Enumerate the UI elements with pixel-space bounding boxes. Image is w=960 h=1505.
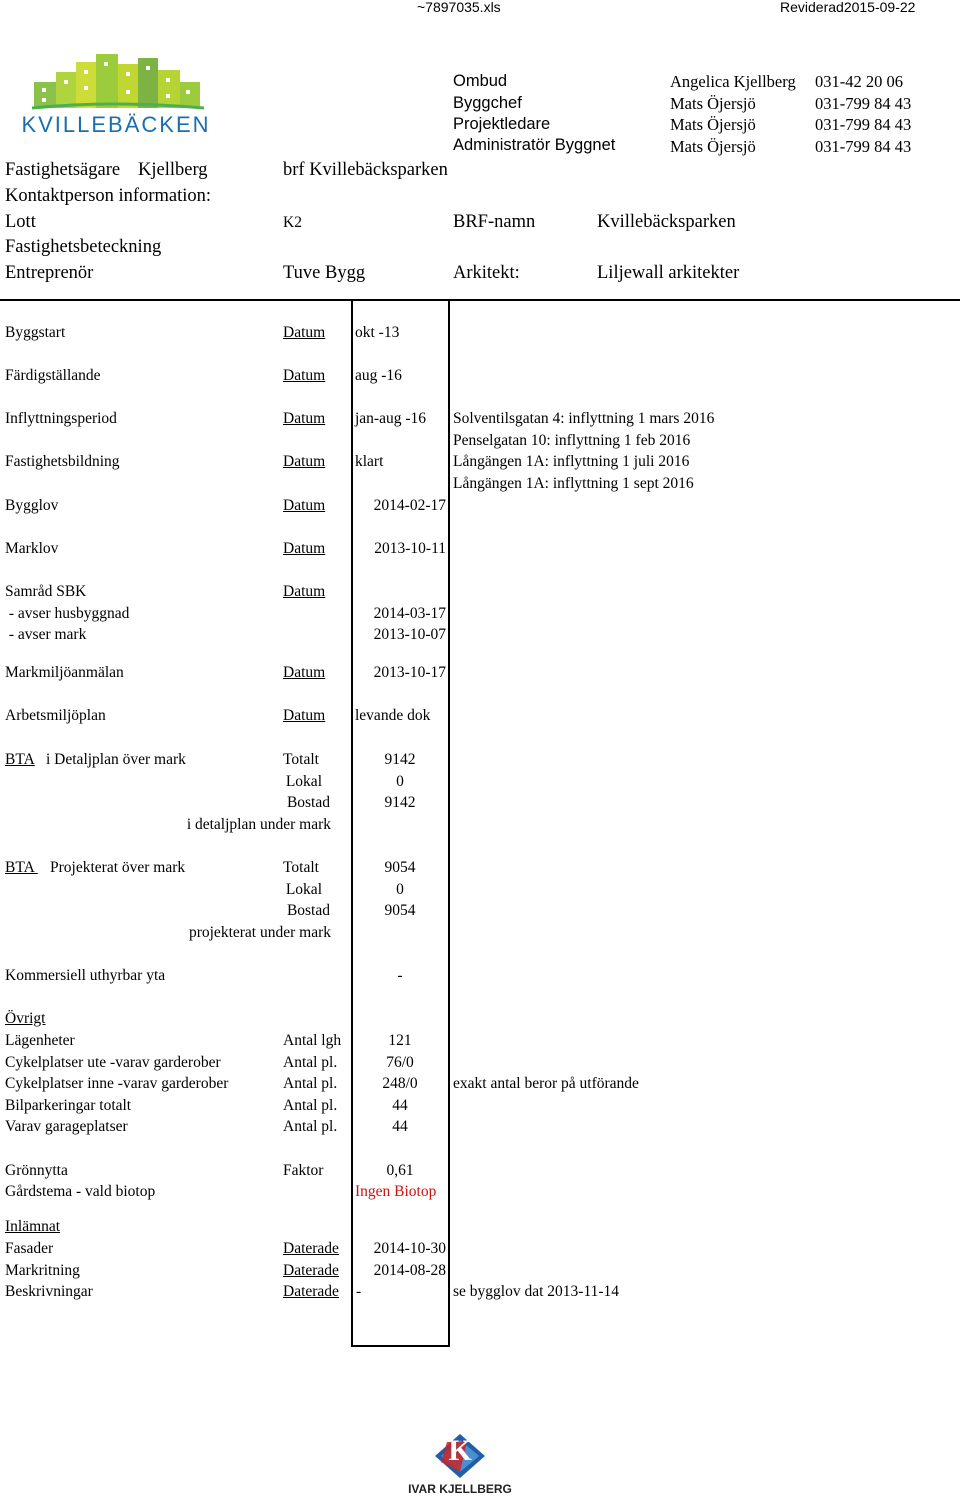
inlamnat-beskrivningar-value: -	[356, 1283, 362, 1300]
contact-name-administrator: Mats Öjersjö	[670, 137, 756, 156]
fastighetsbildning-label: Fastighetsbildning	[5, 453, 120, 470]
lott-value: K2	[283, 214, 302, 231]
value-column-bottom-border	[351, 1345, 450, 1347]
byggstart-value: okt -13	[355, 324, 400, 341]
bta-detalj-totalt-label: Totalt	[283, 751, 319, 768]
lott-label: Lott	[5, 212, 36, 232]
ivar-kjellberg-logo-letter: K	[448, 1434, 472, 1467]
ovrigt-garage-label: Varav garageplatser	[5, 1118, 128, 1135]
inlamnat-beskrivningar-note: se bygglov dat 2013-11-14	[453, 1283, 620, 1300]
inlamnat-fasader-value: 2014-10-30	[373, 1240, 446, 1257]
inflyttning-value: jan-aug -16	[355, 410, 427, 427]
inflyttning-label: Inflyttningsperiod	[5, 410, 117, 427]
inlamnat-markritning-value: 2014-08-28	[373, 1262, 446, 1279]
markmiljo-label: Markmiljöanmälan	[5, 664, 124, 681]
inflyttning-note-3: Långängen 1A: inflyttning 1 juli 2016	[453, 453, 690, 470]
gronnytta-value: 0,61	[386, 1162, 414, 1179]
brf-label: BRF-namn	[453, 212, 536, 232]
samrad-mark-value: 2013-10-07	[373, 626, 446, 643]
inflyttning-note-1: Solventilsgatan 4: inflyttning 1 mars 2016	[453, 410, 715, 427]
contact-role-administrator: Administratör Byggnet	[453, 136, 616, 154]
inlamnat-beskrivningar-unit: Daterade	[283, 1283, 339, 1300]
ivar-kjellberg-logo-text: IVAR KJELLBERG	[408, 1482, 512, 1496]
contact-phone-projektledare: 031-799 84 43	[815, 115, 912, 134]
samrad-unit: Datum	[283, 583, 326, 600]
value-column-right-border	[448, 301, 450, 1347]
bta-detalj-lokal-value: 0	[396, 773, 404, 790]
arbetsmiljo-value: levande dok	[355, 707, 431, 724]
kvillebacken-logo-text: KVILLEBÄCKEN	[21, 112, 211, 137]
inlamnat-markritning-label: Markritning	[5, 1262, 80, 1279]
owner-label: Fastighetsägare	[5, 160, 121, 180]
biotop-value: Ingen Biotop	[355, 1183, 437, 1200]
ovrigt-bilparkering-label: Bilparkeringar totalt	[5, 1097, 132, 1114]
marklov-unit: Datum	[283, 540, 326, 557]
entrepreneur-label: Entreprenör	[5, 263, 94, 283]
ovrigt-cykel-ute-unit: Antal pl.	[283, 1054, 338, 1071]
bygglov-label: Bygglov	[5, 497, 59, 514]
contact-info-label: Kontaktperson information:	[5, 186, 212, 206]
gronnytta-label: Grönnytta	[5, 1162, 68, 1179]
kommersiell-label: Kommersiell uthyrbar yta	[5, 967, 166, 984]
bta-detalj-bostad-label: Bostad	[286, 794, 330, 811]
ovrigt-cykel-inne-value: 248/0	[382, 1075, 418, 1092]
ovrigt-garage-unit: Antal pl.	[283, 1118, 338, 1135]
inflyttning-note-2: Penselgatan 10: inflyttning 1 feb 2016	[453, 432, 691, 449]
inlamnat-beskrivningar-label: Beskrivningar	[5, 1283, 93, 1300]
bygglov-unit: Datum	[283, 497, 326, 514]
ovrigt-bilparkering-value: 44	[392, 1097, 408, 1114]
fastighetsbildning-value: klart	[355, 453, 384, 470]
bygglov-value: 2014-02-17	[373, 497, 446, 514]
kommersiell-value: -	[397, 967, 403, 984]
value-column-left-border	[351, 301, 353, 1347]
arbetsmiljo-label: Arbetsmiljöplan	[5, 707, 106, 724]
ovrigt-lagenheter-value: 121	[388, 1032, 412, 1049]
contact-phone-byggchef: 031-799 84 43	[815, 94, 912, 113]
contact-phone-ombud: 031-42 20 06	[815, 72, 903, 91]
fardigstallande-value: aug -16	[355, 367, 402, 384]
inlamnat-fasader-unit: Daterade	[283, 1240, 339, 1257]
arbetsmiljo-unit: Datum	[283, 707, 326, 724]
byggstart-unit: Datum	[283, 324, 326, 341]
owner-brf: brf Kvillebäcksparken	[283, 160, 448, 180]
bta-proj-totalt-value: 9054	[384, 859, 416, 876]
brf-value: Kvillebäcksparken	[597, 212, 736, 232]
samrad-hus-label: - avser husbyggnad	[5, 605, 130, 622]
bta-proj-abbr: BTA	[5, 859, 38, 876]
marklov-value: 2013-10-11	[374, 540, 446, 557]
contact-name-projektledare: Mats Öjersjö	[670, 115, 756, 134]
ovrigt-cykel-inne-note: exakt antal beror på utförande	[453, 1075, 639, 1092]
inlamnat-fasader-label: Fasader	[5, 1240, 54, 1257]
bta-proj-lokal-value: 0	[396, 881, 404, 898]
bta-detalj-label: i Detaljplan över mark	[46, 751, 186, 768]
contact-role-projektledare: Projektledare	[453, 115, 551, 133]
ovrigt-cykel-inne-unit: Antal pl.	[283, 1075, 338, 1092]
ovrigt-lagenheter-label: Lägenheter	[5, 1032, 75, 1049]
bta-detalj-under: i detaljplan under mark	[186, 816, 331, 833]
revision-date: Reviderad2015-09-22	[780, 0, 916, 15]
samrad-hus-value: 2014-03-17	[373, 605, 446, 622]
fastighetsbeteckning-label: Fastighetsbeteckning	[5, 237, 162, 257]
bta-proj-bostad-value: 9054	[384, 902, 416, 919]
bta-detalj-abbr: BTA	[5, 751, 35, 768]
bta-proj-totalt-label: Totalt	[283, 859, 319, 876]
contact-name-ombud: Angelica Kjellberg	[670, 72, 796, 91]
byggstart-label: Byggstart	[5, 324, 66, 341]
inlamnat-title: Inlämnat	[5, 1218, 61, 1235]
file-name: ~7897035.xls	[417, 0, 501, 15]
ovrigt-cykel-inne-label: Cykelplatser inne -varav garderober	[5, 1075, 229, 1092]
header-divider	[0, 299, 960, 301]
contact-role-byggchef: Byggchef	[453, 94, 522, 112]
contact-phone-administrator: 031-799 84 43	[815, 137, 912, 156]
bta-proj-lokal-label: Lokal	[285, 881, 322, 898]
contact-name-byggchef: Mats Öjersjö	[670, 94, 756, 113]
bta-proj-bostad-label: Bostad	[286, 902, 330, 919]
samrad-mark-label: - avser mark	[5, 626, 87, 643]
contact-role-ombud: Ombud	[453, 72, 508, 90]
bta-detalj-lokal-label: Lokal	[285, 773, 322, 790]
markmiljo-unit: Datum	[283, 664, 326, 681]
owner-value: Kjellberg	[138, 160, 208, 180]
ovrigt-title: Övrigt	[5, 1010, 46, 1027]
kvillebacken-logo	[14, 50, 218, 140]
entrepreneur-value: Tuve Bygg	[283, 263, 366, 283]
marklov-label: Marklov	[5, 540, 59, 557]
inlamnat-markritning-unit: Daterade	[283, 1262, 339, 1279]
inflyttning-unit: Datum	[283, 410, 326, 427]
inflyttning-note-4: Långängen 1A: inflyttning 1 sept 2016	[453, 475, 694, 492]
samrad-label: Samråd SBK	[5, 583, 87, 600]
bta-detalj-totalt-value: 9142	[384, 751, 416, 768]
ovrigt-cykel-ute-value: 76/0	[386, 1054, 414, 1071]
markmiljo-value: 2013-10-17	[373, 664, 446, 681]
ovrigt-garage-value: 44	[392, 1118, 408, 1135]
fastighetsbildning-unit: Datum	[283, 453, 326, 470]
ivar-kjellberg-logo	[405, 1432, 515, 1500]
architect-label: Arkitekt:	[453, 263, 520, 283]
architect-value: Liljewall arkitekter	[597, 263, 740, 283]
fardigstallande-label: Färdigställande	[5, 367, 101, 384]
fardigstallande-unit: Datum	[283, 367, 326, 384]
bta-proj-label: Projekterat över mark	[50, 859, 186, 876]
bta-proj-under: projekterat under mark	[188, 924, 331, 941]
ovrigt-lagenheter-unit: Antal lgh	[283, 1032, 342, 1049]
ovrigt-bilparkering-unit: Antal pl.	[283, 1097, 338, 1114]
gronnytta-unit: Faktor	[283, 1162, 324, 1179]
bta-detalj-bostad-value: 9142	[384, 794, 416, 811]
ovrigt-cykel-ute-label: Cykelplatser ute -varav garderober	[5, 1054, 221, 1071]
biotop-label: Gårdstema - vald biotop	[5, 1183, 156, 1200]
